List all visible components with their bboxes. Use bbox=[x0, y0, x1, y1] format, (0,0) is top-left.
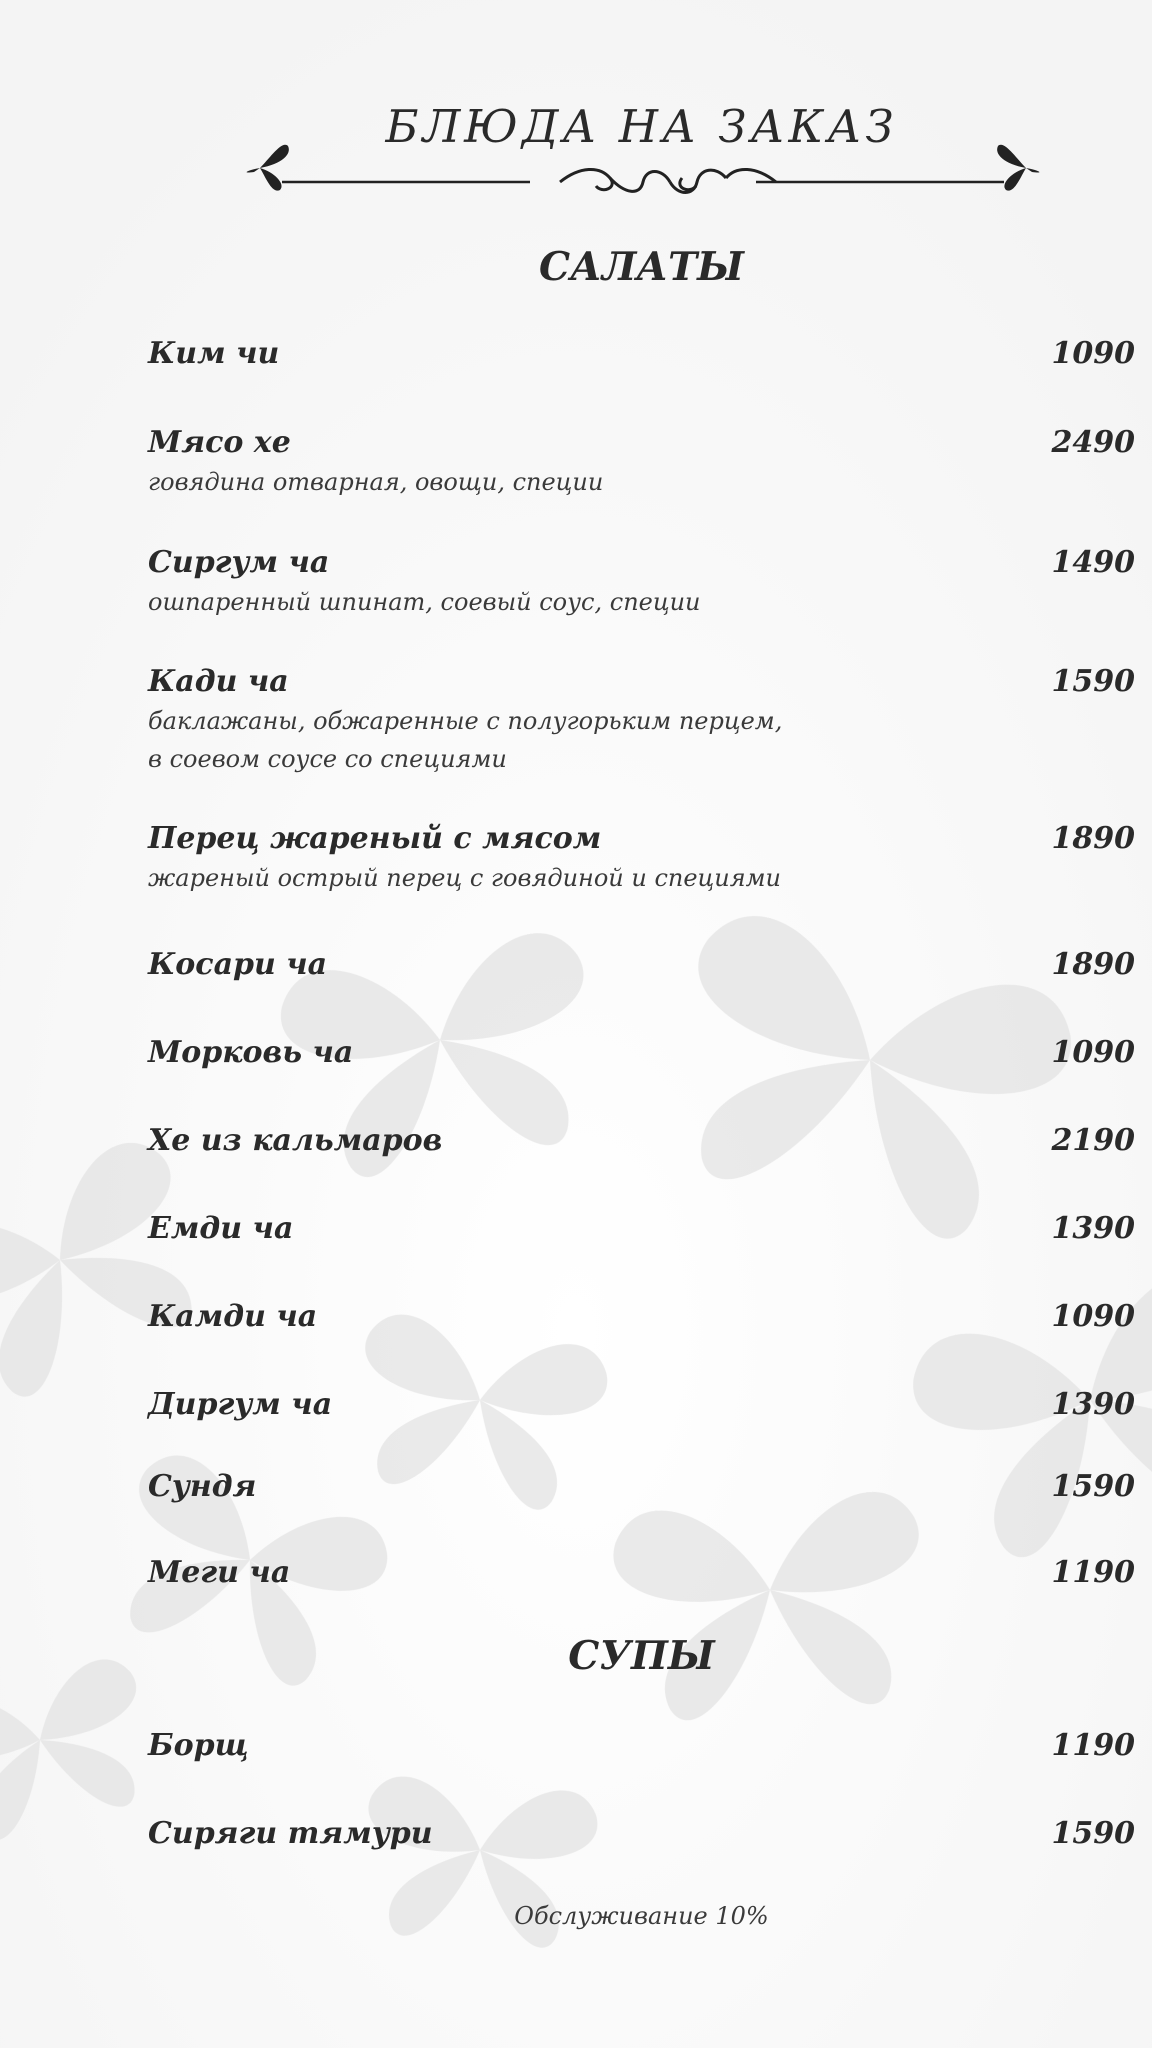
item-price: 1590 bbox=[1051, 1816, 1135, 1851]
section-title-salads: САЛАТЫ bbox=[539, 244, 744, 290]
menu-item bbox=[148, 336, 1135, 372]
menu-item bbox=[148, 1555, 1135, 1591]
item-price: 1090 bbox=[1051, 1299, 1135, 1334]
header-ornament bbox=[230, 136, 1056, 210]
menu-item bbox=[148, 1211, 1135, 1247]
item-name: Перец жареный с мясом bbox=[148, 821, 602, 856]
butterfly-icon bbox=[997, 145, 1039, 191]
menu-item bbox=[148, 1035, 1135, 1071]
item-price: 1890 bbox=[1051, 821, 1135, 856]
menu-item bbox=[148, 821, 1135, 897]
item-name: Ким чи bbox=[148, 336, 280, 371]
item-description: баклажаны, обжаренные с полугорьким перцем, bbox=[148, 707, 783, 735]
item-price: 1090 bbox=[1051, 1035, 1135, 1070]
item-price: 1390 bbox=[1051, 1211, 1135, 1246]
menu-item bbox=[148, 1728, 1135, 1764]
item-price: 1090 bbox=[1051, 336, 1135, 371]
menu-item bbox=[148, 1299, 1135, 1335]
item-price: 1190 bbox=[1051, 1555, 1135, 1590]
menu-item bbox=[148, 1469, 1135, 1505]
item-price: 1590 bbox=[1051, 664, 1135, 699]
item-name: Мясо хе bbox=[148, 425, 291, 460]
butterfly-icon bbox=[247, 145, 289, 191]
item-name: Меги ча bbox=[148, 1555, 291, 1590]
item-price: 1490 bbox=[1051, 545, 1135, 580]
menu-item bbox=[148, 1387, 1135, 1423]
flourish-ornament bbox=[560, 169, 776, 192]
item-name: Косари ча bbox=[148, 947, 328, 982]
item-name: Емди ча bbox=[148, 1211, 294, 1246]
menu-item bbox=[148, 425, 1135, 501]
item-price: 1590 bbox=[1051, 1469, 1135, 1504]
item-name: Сиряги тямури bbox=[148, 1816, 433, 1851]
section-title-soups: СУПЫ bbox=[568, 1633, 715, 1679]
service-charge-note: Обслуживание 10% bbox=[514, 1902, 769, 1930]
item-name: Хе из кальмаров bbox=[148, 1123, 443, 1158]
item-name: Борщ bbox=[148, 1728, 249, 1763]
page-title: БЛЮДА НА ЗАКАЗ bbox=[385, 100, 898, 153]
item-price: 1890 bbox=[1051, 947, 1135, 982]
item-name: Камди ча bbox=[148, 1299, 318, 1334]
menu-item bbox=[148, 1816, 1135, 1852]
item-price: 2490 bbox=[1051, 425, 1135, 460]
item-name: Сиргум ча bbox=[148, 545, 330, 580]
item-name: Диргум ча bbox=[148, 1387, 333, 1422]
menu-item bbox=[148, 1123, 1135, 1159]
item-description: в соевом соусе со специями bbox=[148, 745, 507, 773]
item-price: 1390 bbox=[1051, 1387, 1135, 1422]
menu-item bbox=[148, 664, 1135, 778]
item-price: 1190 bbox=[1051, 1728, 1135, 1763]
item-name: Кади ча bbox=[148, 664, 289, 699]
item-description: говядина отварная, овощи, специи bbox=[148, 468, 604, 496]
item-name: Сундя bbox=[148, 1469, 257, 1504]
item-price: 2190 bbox=[1051, 1123, 1135, 1158]
menu-item bbox=[148, 545, 1135, 621]
menu-item bbox=[148, 947, 1135, 983]
item-description: жареный острый перец с говядиной и специями bbox=[148, 864, 781, 892]
item-name: Морковь ча bbox=[148, 1035, 354, 1070]
item-description: ошпаренный шпинат, соевый соус, специи bbox=[148, 588, 701, 616]
